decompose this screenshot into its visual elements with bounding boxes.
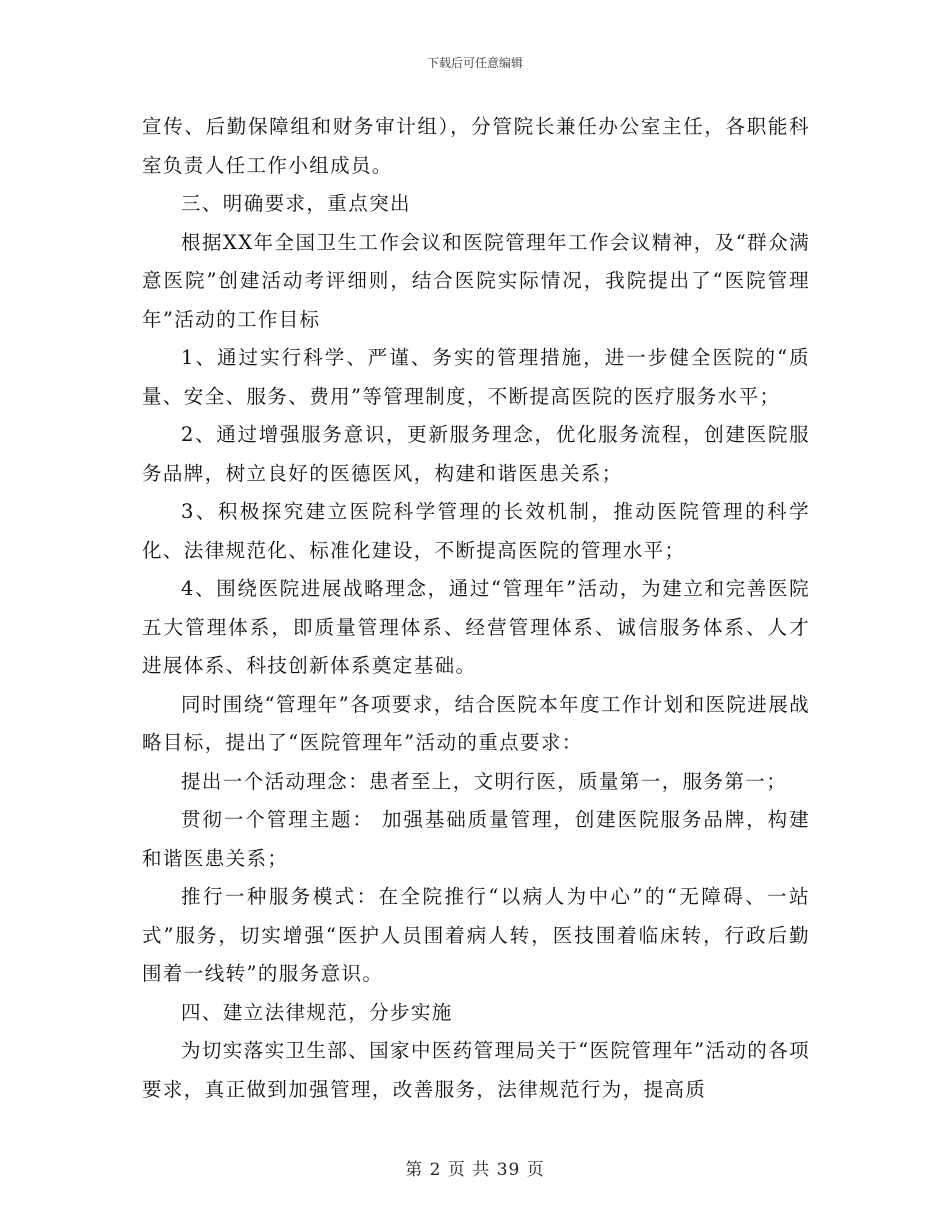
goal-item-2: 2、通过增强服务意识，更新服务理念，优化服务流程，创建医院服务品牌，树立良好的医德医风，构建和谐医患关系； (142, 423, 810, 485)
page-footer: 第 2 页 共 39 页 (405, 1160, 545, 1180)
requirement-service-model: 推行一种服务模式：在全院推行“以病人为中心”的“无障碍、一站式”服务，切实增强“医护人员围着病人转，医技围着临床转，行政后勤围着一线转”的服务意识。 (142, 885, 810, 985)
goal-item-1: 1、通过实行科学、严谨、务实的管理措施，进一步健全医院的“质量、安全、服务、费用”等管理制度，不断提高医院的医疗服务水平； (142, 346, 810, 408)
goal-item-3: 3、积极探究建立医院科学管理的长效机制，推动医院管理的科学化、法律规范化、标准化建设，不断提高医院的管理水平； (142, 500, 810, 562)
document-body (142, 108, 810, 1109)
section-heading-4: 四、建立法律规范，分步实施 (181, 1000, 453, 1024)
requirement-concept: 提出一个活动理念：患者至上，文明行医，质量第一，服务第一； (181, 769, 788, 793)
requirement-theme: 贯彻一个管理主题： 加强基础质量管理，创建医院服务品牌，构建和谐医患关系； (142, 808, 810, 870)
paragraph-requirements: 同时围绕“管理年”各项要求，结合医院本年度工作计划和医院进展战略目标，提出了“医院管理年”活动的重点要求： (142, 692, 810, 754)
page-header: 下载后可任意编辑 (426, 56, 523, 70)
paragraph-implementation: 为切实落实卫生部、国家中医药管理局关于“医院管理年”活动的各项要求，真正做到加强管理，改善服务，法律规范行为，提高质 (142, 1039, 810, 1101)
goal-item-4: 4、围绕医院进展战略理念，通过“管理年”活动，为建立和完善医院五大管理体系，即质量管理体系、经营管理体系、诚信服务体系、人才进展体系、科技创新体系奠定基础。 (142, 577, 810, 677)
section-heading-3: 三、明确要求，重点突出 (181, 192, 411, 215)
paragraph-continuation: 宣传、后勤保障组和财务审计组），分管院长兼任办公室主任，各职能科室负责人任工作小组成员。 (142, 115, 810, 177)
paragraph-intro: 根据XX年全国卫生工作会议和医院管理年工作会议精神，及“群众满意医院”创建活动考评细则，结合医院实际情况，我院提出了“医院管理年”活动的工作目标 (142, 230, 810, 331)
